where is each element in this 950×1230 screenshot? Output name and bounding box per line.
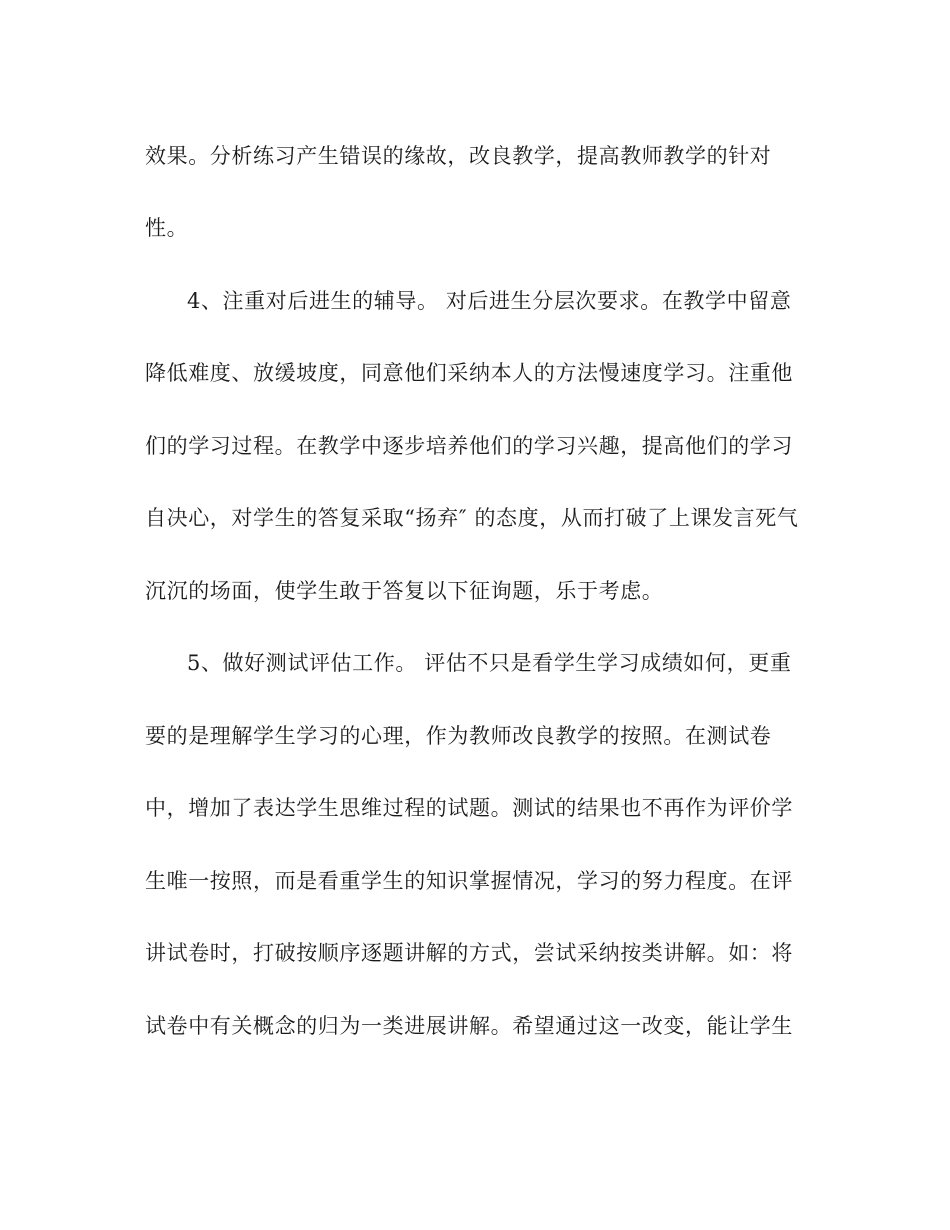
text-line-13: 试卷中有关概念的归为一类进展讲解。希望通过这一改变，能让学生 xyxy=(145,1014,793,1038)
text-line-1: 效果。分析练习产生错误的缘故，改良教学，提高教师教学的针对 xyxy=(145,144,772,168)
text-line-2: 性。 xyxy=(145,216,189,240)
paragraph-4-first-line: 4、注重对后进生的辅导。 对后进生分层次要求。在教学中留意 xyxy=(187,289,792,313)
text-line-12: 讲试卷时，打破按顺序逐题讲解的方式，尝试采纳按类讲解。如：将 xyxy=(145,941,793,965)
text-line-6: 自决心，对学生的答复采取“扬弃″ 的态度，从而打破了上课发言死气 xyxy=(145,506,799,530)
text-line-11: 生唯一按照，而是看重学生的知识掌握情况，学习的努力程度。在评 xyxy=(145,869,793,893)
text-line-7: 沉沉的场面，使学生敢于答复以下征询题，乐于考虑。 xyxy=(145,579,664,603)
paragraph-5-first-line: 5、做好测试评估工作。 评估不只是看学生学习成绩如何，更重 xyxy=(187,651,792,675)
text-line-9: 要的是理解学生学习的心理，作为教师改良教学的按照。在测试卷 xyxy=(145,724,772,748)
text-line-5: 们的学习过程。在教学中逐步培养他们的学习兴趣，提高他们的学习 xyxy=(145,434,793,458)
text-line-10: 中，增加了表达学生思维过程的试题。测试的结果也不再作为评价学 xyxy=(145,796,793,820)
text-line-4: 降低难度、放缓坡度，同意他们采纳本人的方法慢速度学习。注重他 xyxy=(145,361,793,385)
